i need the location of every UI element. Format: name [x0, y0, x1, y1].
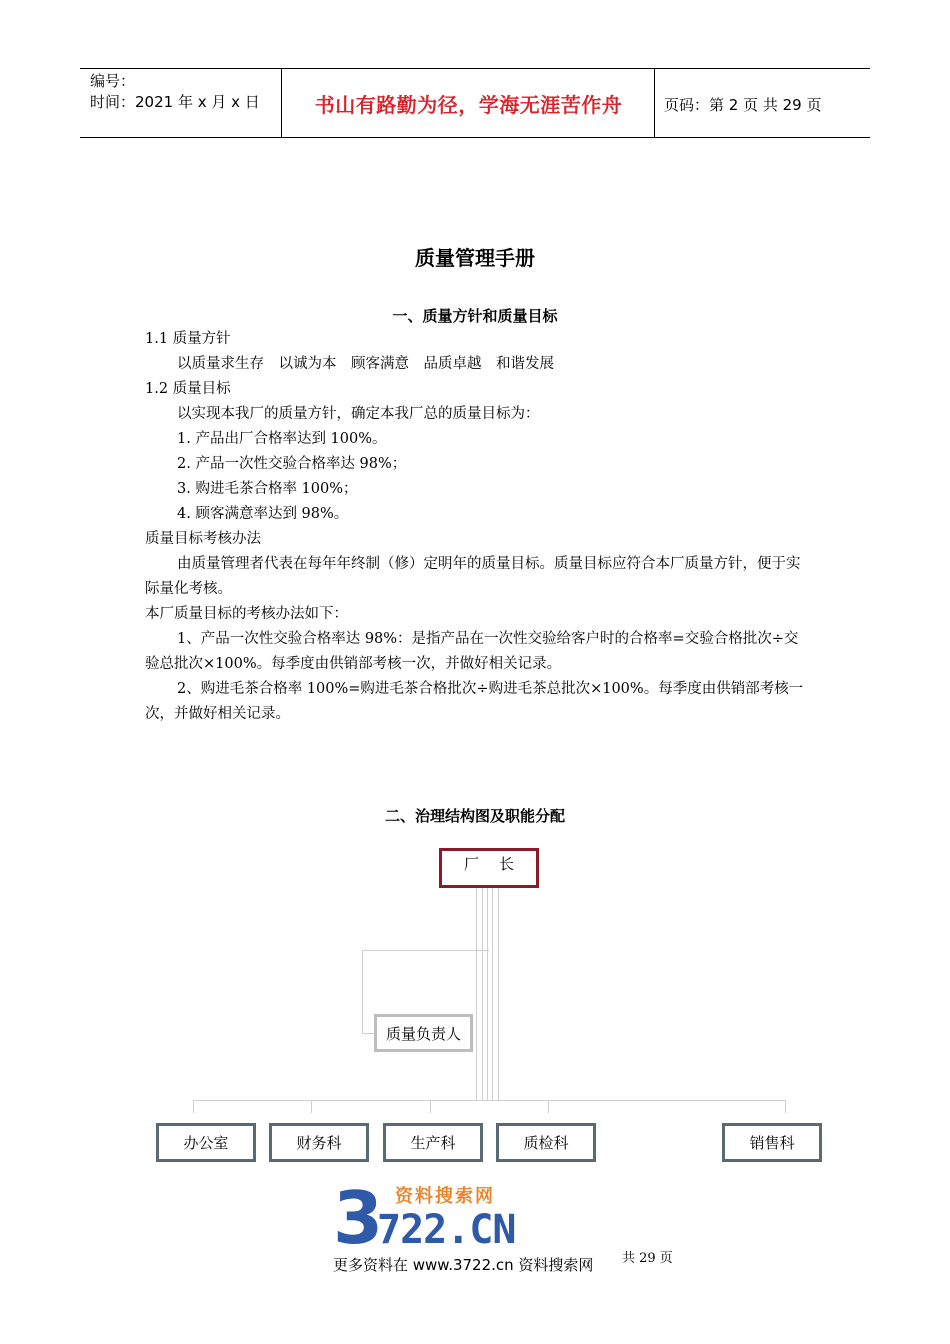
footer-page-total: 共 29 页	[622, 1251, 673, 1266]
connector-line	[482, 888, 483, 1100]
connector-line	[193, 1100, 786, 1101]
site-logo	[333, 1176, 533, 1260]
methods-intro: 本厂质量目标的考核办法如下：	[145, 606, 348, 622]
connector-line	[311, 1100, 312, 1113]
method-paragraph: 2、购进毛茶合格率 100%=购进毛茶合格批次÷购进毛茶总批次×100%。每季度由供销部考核一次，并做好相关记录。	[145, 681, 804, 722]
objective-item: 1. 产品出厂合格率达到 100%。	[177, 431, 387, 447]
connector-line	[487, 888, 488, 1100]
connector-line	[785, 1100, 786, 1113]
org-node-sales: 销售科	[722, 1123, 822, 1162]
org-node-quality-manager: 质量负责人	[374, 1014, 473, 1052]
footer-link[interactable]: 更多资料在 www.3722.cn 资料搜索网	[333, 1256, 594, 1274]
logo-chinese: 资料搜索网	[395, 1186, 495, 1207]
org-node-quality-inspection: 质检科	[496, 1123, 596, 1162]
subheading-assessment: 质量目标考核办法	[145, 531, 261, 547]
objective-item: 2. 产品一次性交验合格率达 98%；	[177, 456, 407, 472]
connector-line	[362, 950, 489, 951]
time-label: 时间：2021 年 x 月 x 日	[90, 93, 260, 111]
objective-item: 3. 购进毛茶合格率 100%；	[177, 481, 358, 497]
section-heading: 一、质量方针和质量目标	[392, 307, 558, 325]
document-title: 质量管理手册	[415, 246, 535, 270]
connector-line	[548, 1100, 549, 1113]
org-node-finance: 财务科	[269, 1123, 369, 1162]
org-node-director: 厂长	[439, 848, 539, 888]
subheading-objectives: 1.2 质量目标	[145, 381, 231, 397]
logo-digit: 3	[333, 1176, 384, 1260]
section-heading: 二、治理结构图及职能分配	[384, 807, 565, 825]
org-node-production: 生产科	[383, 1123, 483, 1162]
assessment-paragraph: 由质量管理者代表在每年年终制（修）定明年的质量目标。质量目标应符合本厂质量方针，便于实际量化考核。	[145, 556, 801, 597]
connector-line	[492, 888, 493, 1100]
document-header	[80, 68, 870, 138]
connector-line	[476, 888, 477, 1100]
header-meta	[90, 71, 260, 113]
connector-line	[430, 1100, 431, 1113]
subheading-policy: 1.1 质量方针	[145, 331, 231, 347]
connector-line	[193, 1100, 194, 1113]
method-paragraph: 1、产品一次性交验合格率达 98%：是指产品在一次性交验给客户时的合格率=交验合格批次÷交验总批次×100%。每季度由供销部考核一次，并做好相关记录。	[145, 631, 799, 672]
header-motto: 书山有路勤为径，学海无涯苦作舟	[314, 93, 623, 117]
policy-text: 以质量求生存 以诚为本 顾客满意 品质卓越 和谐发展	[177, 356, 554, 372]
org-node-office: 办公室	[156, 1123, 256, 1162]
connector-line	[362, 1033, 374, 1034]
objectives-intro: 以实现本我厂的质量方针，确定本我厂总的质量目标为：	[177, 406, 540, 422]
header-page-info: 页码：第 2 页 共 29 页	[664, 96, 822, 114]
number-label: 编号：	[90, 72, 136, 90]
connector-line	[498, 888, 499, 1100]
logo-domain: 722.CN	[377, 1207, 516, 1253]
objective-item: 4. 顾客满意率达到 98%。	[177, 506, 349, 522]
connector-line	[362, 950, 363, 1034]
